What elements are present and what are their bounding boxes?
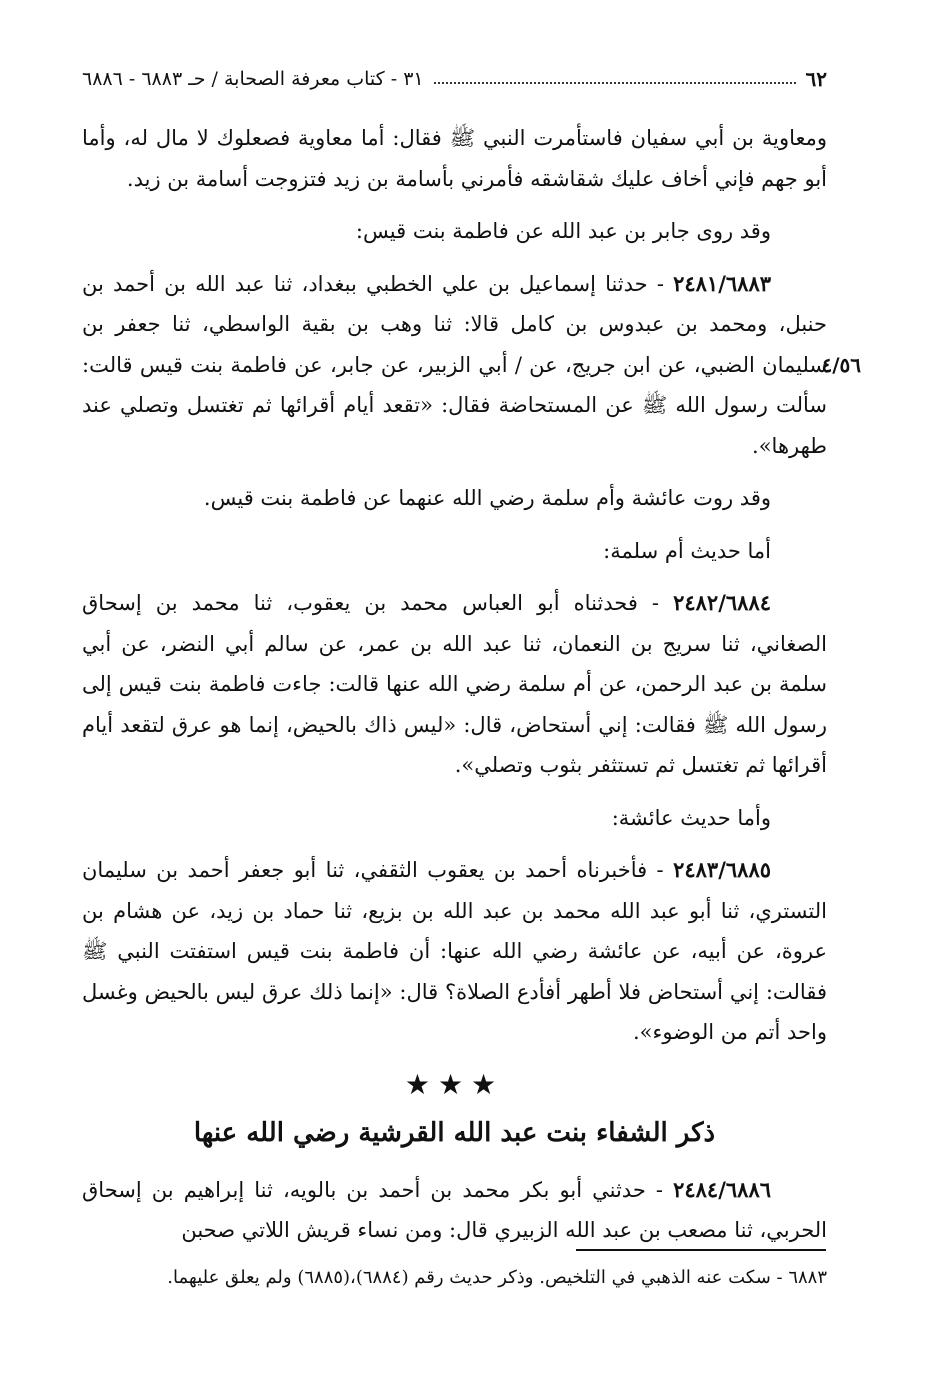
hadith-6883 (82, 264, 861, 467)
hadith-6885 (82, 850, 827, 1053)
page-number: ٦٢ (805, 67, 827, 91)
hadith-number: ٢٤٨٤/٦٨٨٦ (673, 1176, 771, 1202)
paragraph-intro-jabir (82, 211, 827, 252)
hadith-6884 (82, 583, 827, 786)
paragraph-umm-salama-heading (82, 531, 827, 572)
paragraph-text: وقد روت عائشة وأم سلمة رضي الله عنهما عن فاطمة بنت قيس. (203, 486, 771, 510)
paragraph-text: أما حديث أم سلمة: (603, 538, 771, 563)
page-body (82, 118, 861, 1263)
section-title: ذكر الشفاء بنت عبد الله القرشية رضي الله عنها (193, 1118, 716, 1148)
hadith-text: - حدثني أبو بكر محمد بن أحمد بن بالويه، ثنا إبراهيم بن إسحاق الحربي، ثنا مصعب بن عبد الله الزبيري قال: ومن نساء قريش اللاتي صحبن (82, 1177, 827, 1242)
running-header (82, 62, 827, 96)
section-separator-stars: ★★★ (404, 1067, 505, 1101)
hadith-number: ٢٤٨٢/٦٨٨٤ (673, 590, 771, 615)
paragraph-aisha-heading (82, 798, 827, 839)
header-dotted-leader (434, 82, 796, 84)
footnote: ٦٨٨٣ - سكت عنه الذهبي في التلخيص. وذكر حديث رقم (٦٨٨٤)،(٦٨٨٥) ولم يعلق عليهما. (167, 1267, 827, 1288)
running-title: ٣١ - كتاب معرفة الصحابة / حـ ٦٨٨٣ - ٦٨٨٦ (82, 68, 424, 90)
hadith-number: ٢٤٨٣/٦٨٨٥ (673, 857, 771, 882)
hadith-number: ٢٤٨١/٦٨٨٣ (673, 270, 771, 296)
paragraph-text: وأما حديث عائشة: (611, 805, 771, 830)
paragraph-aisha-umm-salama (82, 478, 827, 519)
hadith-text: - فحدثناه أبو العباس محمد بن يعقوب، ثنا محمد بن إسحاق الصغاني، ثنا سريج بن النعمان، ثنا عبد الله بن عمر، عن سالم أبي النضر، عن أبي سلمة بن عبد الرحمن، عن أم سلمة رضي الله عنها قالت: جاءت فاطمة بنت قيس إلى رسول الله ﷺ فقالت: إني أستحاض، قال: «ليس ذاك بالحيض، إنما هو عرق لتقعد أيام أقرائها ثم تغتسل ثم تستثفر بثوب وتصلي». (82, 591, 827, 777)
paragraph-continuation (82, 118, 827, 199)
paragraph-text: وقد روى جابر بن عبد الله عن فاطمة بنت قيس: (355, 219, 771, 243)
hadith-6886 (82, 1170, 827, 1251)
paragraph-text: ومعاوية بن أبي سفيان فاستأمرت النبي ﷺ فقال: أما معاوية فصعلوك لا مال له، وأما أبو جهم فإني أخاف عليك شقاشقه فأمرني بأسامة بن زيد فتزوجت أسامة بن زيد. (82, 126, 827, 191)
hadith-text: - حدثنا إسماعيل بن علي الخطبي ببغداد، ثنا عبد الله بن أحمد بن حنبل، ومحمد بن عبدوس بن كامل قالا: ثنا وهب بن بقية الواسطي، ثنا جعفر بن سليمان الضبي، عن ابن جريج، عن / أبي الزبير، عن جابر، عن فاطمة بنت قيس قالت: سألت رسول الله ﷺ عن المستحاضة فقال: «تقعد أيام أقرائها ثم تغتسل وتصلي عند طهرها». (82, 271, 827, 458)
footnote-divider (576, 1249, 826, 1251)
margin-reference: ٤/٥٦ (821, 352, 861, 377)
hadith-text: - فأخبرناه أحمد بن يعقوب الثقفي، ثنا أبو جعفر أحمد بن سليمان التستري، ثنا أبو عبد الله محمد بن عبد الله بن بزيع، ثنا حماد بن زيد، عن هشام بن عروة، عن أبيه، عن عائشة رضي الله عنها: أن فاطمة بنت قيس استفتت النبي ﷺ فقالت: إني أستحاض فلا أطهر أفأدع الصلاة؟ قال: «إنما ذلك عرق ليس بالحيض وغسل واحد أتم من الوضوء». (82, 858, 827, 1044)
